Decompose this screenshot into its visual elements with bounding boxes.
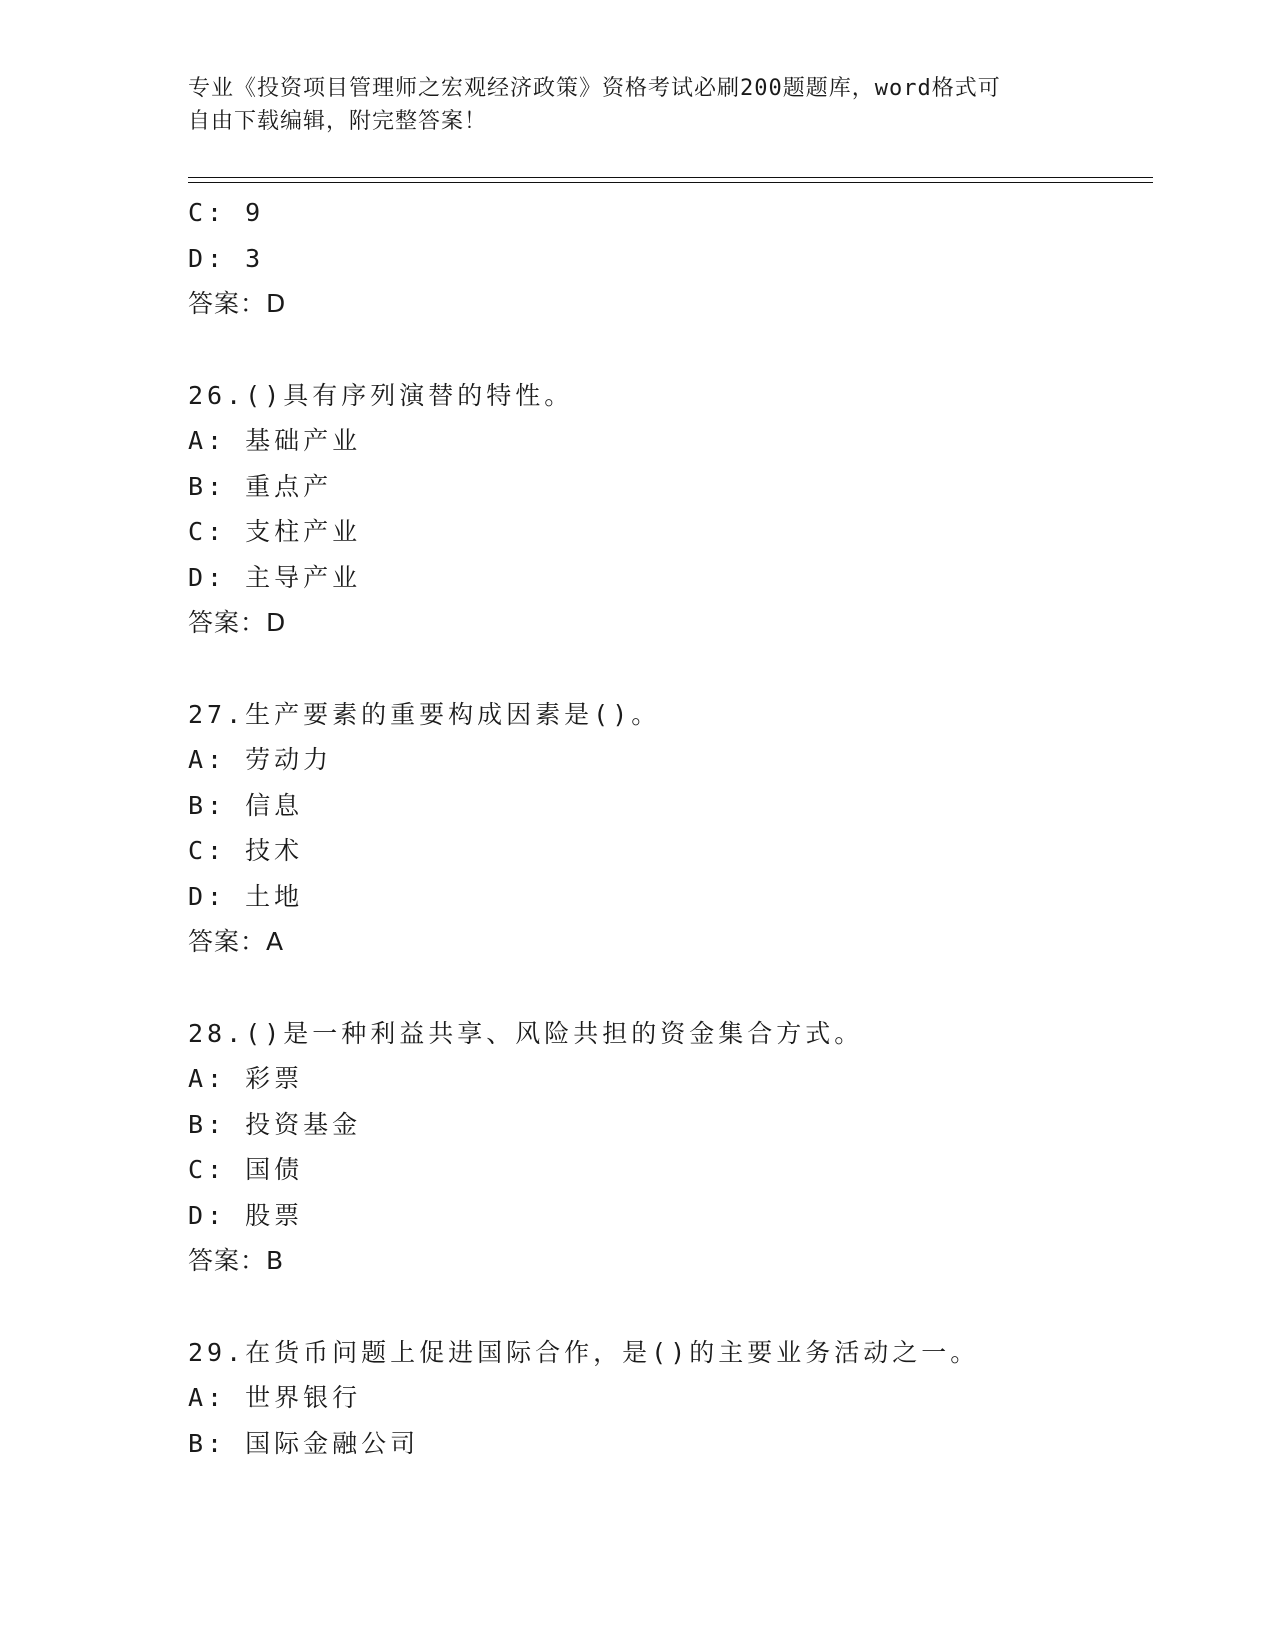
answer-text: 答案：A [188,927,285,956]
header-divider [188,177,1153,183]
spacer [188,646,1153,692]
option-text: B: 投资基金 [188,1109,362,1139]
document-header [188,72,1088,138]
question-text: 26.()具有序列演替的特性。 [188,380,574,410]
option-text: A: 世界银行 [188,1383,362,1412]
answer-text: 答案：D [188,289,287,318]
answer-text: 答案：B [188,1246,285,1275]
option-text: D: 3 [188,243,265,273]
option-text: A: 基础产业 [188,426,362,455]
answer-text: 答案：D [188,608,287,637]
spacer [188,965,1153,1011]
option-text: B: 国际金融公司 [188,1428,420,1458]
option-text: C: 国债 [188,1155,304,1184]
option-text: D: 土地 [188,881,304,911]
option-text: A: 彩票 [188,1064,304,1093]
header-line-2: 自由下载编辑，附完整答案！ [188,109,488,134]
spacer [188,327,1153,373]
question-text: 28.()是一种利益共享、风险共担的资金集合方式。 [188,1018,864,1048]
option-text: D: 主导产业 [188,562,362,592]
option-text: D: 股票 [188,1200,304,1230]
spacer [188,1284,1153,1330]
option-text: A: 劳动力 [188,745,333,774]
header-line-1: 专业《投资项目管理师之宏观经济政策》资格考试必刷200题题库，word格式可 [188,76,1001,101]
question-list [188,190,1153,1466]
question-text: 29.在货币问题上促进国际合作，是()的主要业务活动之一。 [188,1337,980,1367]
question-text: 27.生产要素的重要构成因素是()。 [188,699,661,729]
option-text: C: 支柱产业 [188,517,362,546]
option-text: C: 9 [188,198,265,227]
option-text: C: 技术 [188,836,304,865]
option-text: B: 信息 [188,790,304,820]
option-text: B: 重点产 [188,471,333,501]
